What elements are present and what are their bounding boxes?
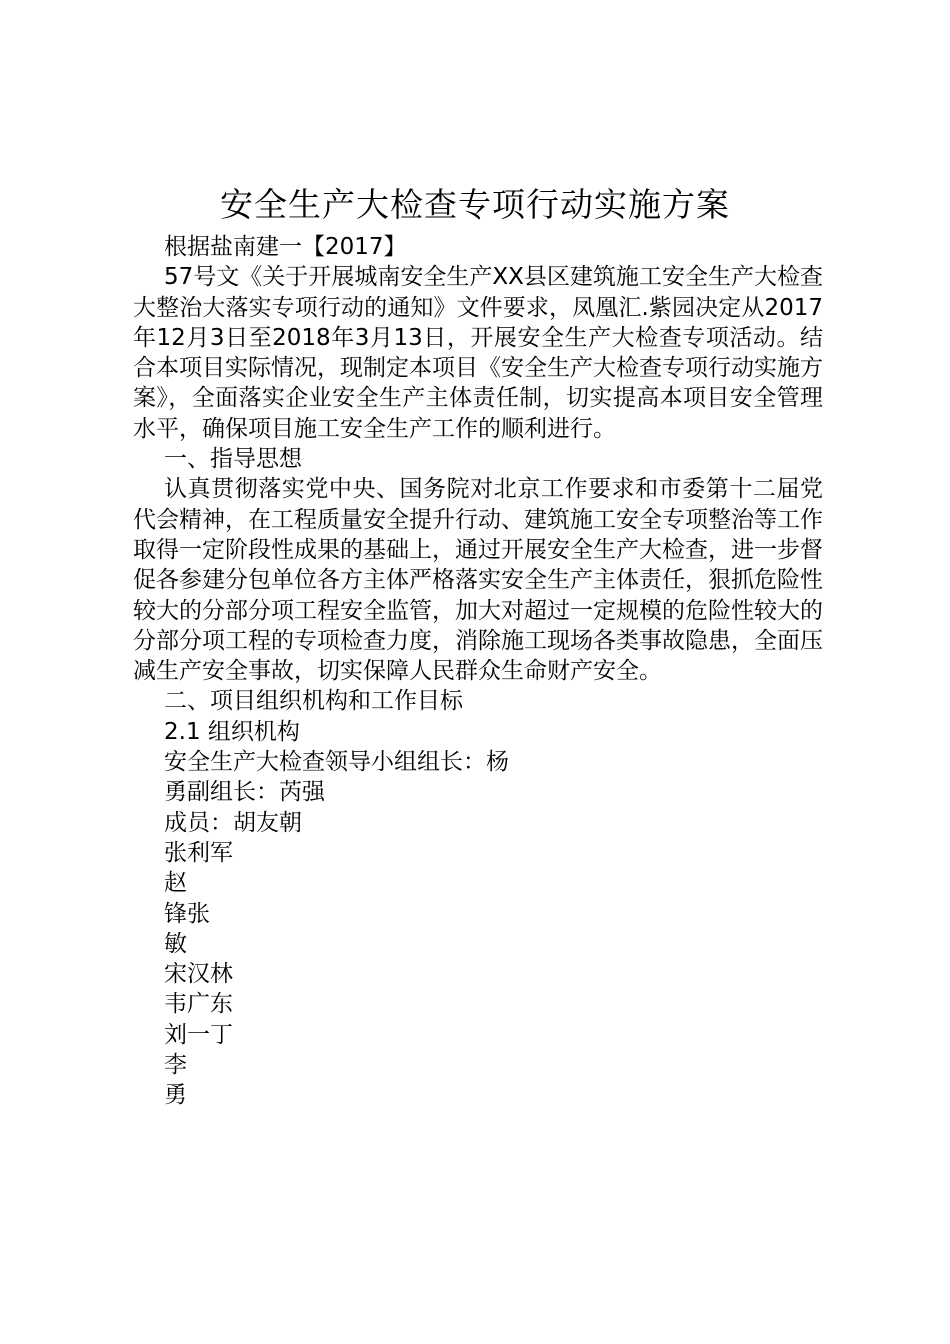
list-item: 成员：胡友朝 bbox=[164, 809, 302, 836]
intro-paragraph: 57号文《关于开展城南安全生产XX县区建筑施工安全生产大检查大整治大落实专项行动的通知》文件要求，凤凰汇.紫园决定从2017年12月3日至2018年3月13日，开展安全生产大检查专项活动。结合本项目实际情况，现制定本项目《安全生产大检查专项行动实施方案》，全面落实企业安全生产主体责任制，切实提高本项目安全管理水平，确保项目施工安全生产工作的顺利进行。 bbox=[133, 264, 823, 442]
list-item: 赵 bbox=[164, 870, 187, 897]
list-item: 宋汉林 bbox=[164, 961, 233, 988]
section-heading-guiding-ideology: 一、指导思想 bbox=[164, 446, 302, 473]
list-item: 韦广东 bbox=[164, 991, 233, 1018]
list-item: 敏 bbox=[164, 930, 187, 957]
list-item: 勇 bbox=[164, 1082, 187, 1109]
guiding-ideology-paragraph: 认真贯彻落实党中央、国务院对北京工作要求和市委第十二届党代会精神，在工程质量安全提升行动、建筑施工安全专项整治等工作取得一定阶段性成果的基础上，通过开展安全生产大检查，进一步督促各参建分包单位各方主体严格落实安全生产主体责任，狠抓危险性较大的分部分项工程安全监管，加大对超过一定规模的危险性较大的分部分项工程的专项检查力度，消除施工现场各类事故隐患，全面压减生产安全事故，切实保障人民群众生命财产安全。 bbox=[133, 476, 823, 685]
list-item: 锋张 bbox=[164, 900, 210, 927]
list-item: 刘一丁 bbox=[164, 1021, 233, 1048]
list-item: 李 bbox=[164, 1052, 187, 1079]
list-item: 安全生产大检查领导小组组长：杨 bbox=[164, 749, 509, 776]
list-item: 勇副组长：芮强 bbox=[164, 779, 325, 806]
document-title: 安全生产大检查专项行动实施方案 bbox=[220, 185, 730, 224]
list-item: 张利军 bbox=[164, 839, 233, 866]
document-body bbox=[133, 232, 823, 1111]
intro-reference: 根据盐南建一【2017】 bbox=[164, 234, 407, 260]
section-heading-organization: 二、项目组织机构和工作目标 bbox=[164, 688, 463, 715]
subsection-heading-organization: 2.1 组织机构 bbox=[164, 718, 300, 745]
